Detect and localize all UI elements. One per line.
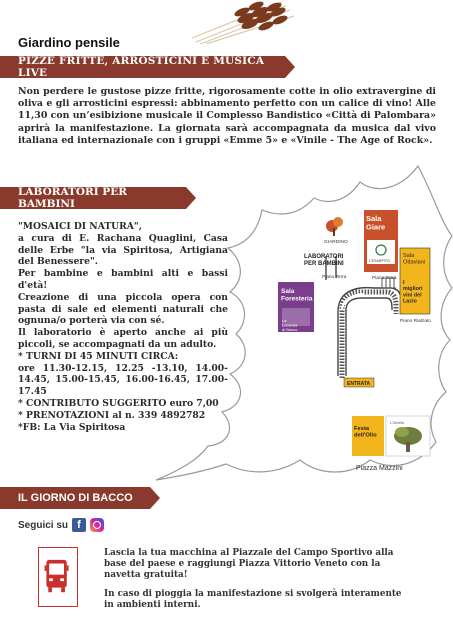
migliori-vini-label: I migliori vini del Lazio <box>403 280 423 305</box>
giardino-label: GIARDINO <box>324 240 348 245</box>
workshop-line: "MOSAICI DI NATURA", <box>18 221 142 232</box>
workshop-line: * CONTRIBUTO SUGGERITO euro 7,00 <box>18 397 219 409</box>
workshop-line: a cura di E. Rachana Quaglini, Casa delle Erbe "la via Spiritosa, Artigiana del Benessere". <box>18 232 228 268</box>
rain-info: In caso di pioggia la manifestazione si svolgerà interamente in ambienti interni. <box>104 588 402 610</box>
info-text <box>104 548 414 618</box>
giorno-di-bacco-banner: IL GIORNO DI BACCO <box>0 487 150 509</box>
festa-olio-label: Festa dell'Olio <box>354 426 377 439</box>
instagram-icon[interactable] <box>90 518 104 532</box>
facebook-icon[interactable]: f <box>72 518 86 532</box>
laboratori-label: LABORATORI PER BAMBINI <box>304 254 344 267</box>
sala-ottaviani-label: Sala Ottaviani <box>403 253 426 266</box>
follow-label: Seguici su <box>18 519 69 531</box>
piano-terra-label-1: Piano Terra <box>372 276 397 281</box>
workshop-line: * TURNI DI 45 MINUTI CIRCA: <box>18 350 179 362</box>
page-title: Giardino pensile <box>18 35 120 50</box>
piano-rialzato-label: Piano Rialzato <box>400 319 431 324</box>
bus-icon-frame <box>38 547 78 607</box>
locanda-label: La Locanda di Bacco <box>282 318 298 333</box>
sala-giare-label: Sala Giare <box>366 214 386 232</box>
workshop-line: Per bambine e bambini alti e bassi d'età! <box>18 268 228 291</box>
workshop-line: * PRENOTAZIONI al n. 339 4892782 <box>18 409 206 421</box>
workshop-line: Il laboratorio è aperto anche ai più piccoli, se accompagnati da un adulto. <box>18 327 228 350</box>
festa-logo-label: L'Ulivello <box>390 421 405 425</box>
piazza-mazzini-label: Piazza Mazzini <box>356 465 403 472</box>
parking-info: Lascia la tua macchina al Piazzale del Campo Sportivo alla base del paese e raggiungi Piazza Vittorio Veneto con la navetta gratuita! <box>104 548 394 581</box>
intro-paragraph: Non perdere le gustose pizze fritte, rigorosamente cotte in olio extravergine di oliva e gli arrosticini espressi: abbinamento perfetto con un calice di vino! Alle 11,30 con un’esibizione musicale il Complesso Bandistico «Città di Palombara» aprirà la manifestazione. La giornata sarà accompagnata da musica dal vivo italiana ed internazionale con i gruppi «Emme 5» e «Vinile - The Age of Rock». <box>18 86 436 146</box>
bus-icon <box>39 548 76 605</box>
workshop-line: *FB: La Via Spiritosa <box>18 421 126 433</box>
workshop-line: ore 11.30-12.15, 12.25 -13.10, 14.00-14.45, 15.00-15.45, 16.00-16.45, 17.00-17.45 <box>18 362 228 398</box>
sala-foresteria-label: Sala Foresteria <box>281 288 313 303</box>
social-row <box>18 518 104 532</box>
workshop-line: Creazione di una piccola opera con pasta di sale ed elementi naturali che ognuna/o porterà via con sé. <box>18 291 228 327</box>
arrosticini-image <box>186 0 296 44</box>
entrata-label: ENTRATA <box>347 381 371 387</box>
workshop-text <box>18 221 228 433</box>
laboratori-banner: LABORATORI PER BAMBINI <box>0 187 186 209</box>
piano-terra-label-2: Piano Terra <box>322 275 347 280</box>
pizze-banner: PIZZE FRITTE, ARROSTICINI E MUSICA LIVE <box>0 56 285 78</box>
sala-giare-logo: L'ESARPITO <box>369 259 390 263</box>
